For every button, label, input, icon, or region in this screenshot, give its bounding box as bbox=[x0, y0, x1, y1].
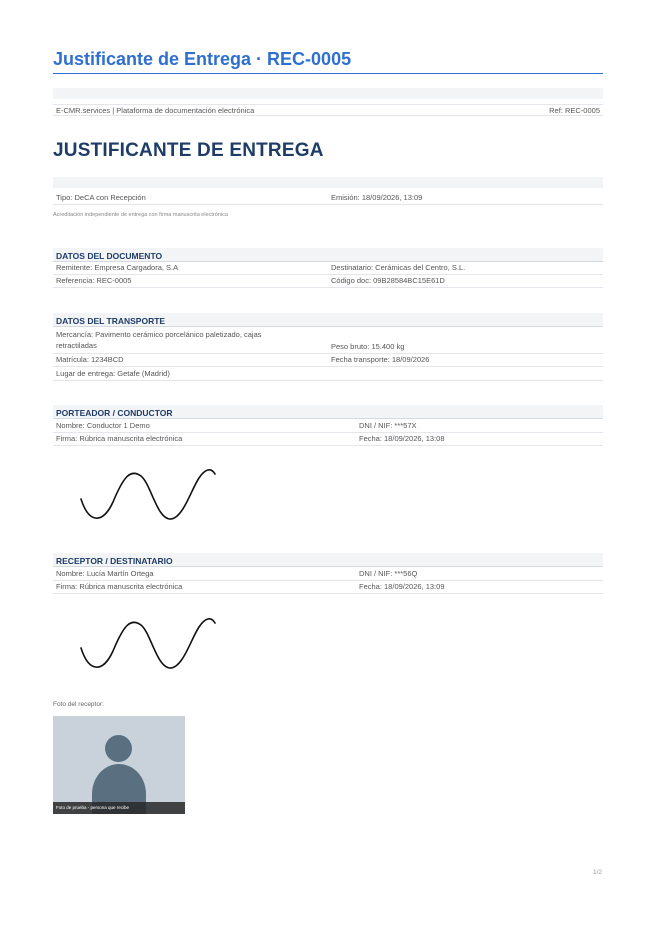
receptor-dni-field: DNI / NIF: ***56Q bbox=[359, 569, 418, 578]
destinatario-field: Destinatario: Cerámicas del Centro, S.L. bbox=[331, 263, 466, 272]
reference-text: Ref: REC-0005 bbox=[549, 105, 600, 115]
section-transporte: DATOS DEL TRANSPORTE bbox=[53, 313, 603, 327]
meta-line bbox=[53, 104, 603, 116]
conductor-nombre-field: Nombre: Conductor 1 Demo bbox=[56, 421, 150, 430]
fecha-transporte-field: Fecha transporte: 18/09/2026 bbox=[331, 355, 430, 364]
section-porteador: PORTEADOR / CONDUCTOR bbox=[53, 405, 603, 419]
receptor-nombre-field: Nombre: Lucía Martín Ortega bbox=[56, 569, 154, 578]
table-row bbox=[53, 329, 603, 354]
referencia-field: Referencia: REC-0005 bbox=[56, 276, 132, 285]
codigo-field: Código doc: 09B28584BC15E61D bbox=[331, 276, 445, 285]
photo-caption: Foto de prueba - persona que recibe bbox=[53, 802, 185, 814]
section-documento: DATOS DEL DOCUMENTO bbox=[53, 248, 603, 262]
table-row bbox=[53, 263, 603, 275]
table-row bbox=[53, 582, 603, 594]
table-row bbox=[53, 421, 603, 433]
page-number: 1/2 bbox=[593, 869, 603, 876]
emision-field: Emisión: 18/09/2026, 13:09 bbox=[331, 193, 423, 202]
tipo-field: Tipo: DeCA con Recepción bbox=[56, 193, 146, 202]
conductor-signature bbox=[73, 464, 223, 524]
person-head-icon bbox=[105, 735, 132, 762]
conductor-firma-field: Firma: Rúbrica manuscrita electrónica bbox=[56, 434, 183, 443]
table-row bbox=[53, 569, 603, 581]
conductor-dni-field: DNI / NIF: ***57X bbox=[359, 421, 417, 430]
header-band bbox=[53, 88, 603, 99]
section-receptor: RECEPTOR / DESTINATARIO bbox=[53, 553, 603, 567]
table-row bbox=[53, 276, 603, 288]
receptor-fecha-field: Fecha: 18/09/2026, 13:09 bbox=[359, 582, 445, 591]
table-row bbox=[53, 434, 603, 446]
table-row bbox=[53, 355, 603, 367]
peso-field: Peso bruto: 15.400 kg bbox=[331, 342, 405, 351]
lugar-field: Lugar de entrega: Getafe (Madrid) bbox=[56, 369, 170, 378]
receptor-photo bbox=[53, 716, 185, 814]
table-row bbox=[53, 369, 603, 381]
receptor-signature bbox=[73, 613, 223, 673]
foto-label: Foto del receptor: bbox=[53, 701, 104, 708]
conductor-fecha-field: Fecha: 18/09/2026, 13:08 bbox=[359, 434, 445, 443]
platform-text: E-CMR.services | Plataforma de documentación electrónica bbox=[56, 105, 255, 115]
document-heading: JUSTIFICANTE DE ENTREGA bbox=[53, 140, 324, 161]
info-note: Acreditación independiente de entrega con firma manuscrita electrónica bbox=[53, 212, 228, 218]
remitente-field: Remitente: Empresa Cargadora, S.A bbox=[56, 263, 179, 272]
info-band bbox=[53, 177, 603, 188]
page-title: Justificante de Entrega · REC-0005 bbox=[53, 49, 603, 74]
receptor-firma-field: Firma: Rúbrica manuscrita electrónica bbox=[56, 582, 183, 591]
matricula-field: Matrícula: 1234BCD bbox=[56, 355, 124, 364]
info-row bbox=[53, 193, 603, 205]
mercancia-field: Mercancía: Pavimento cerámico porcelánico paletizado, cajas retractiladas bbox=[56, 330, 262, 350]
